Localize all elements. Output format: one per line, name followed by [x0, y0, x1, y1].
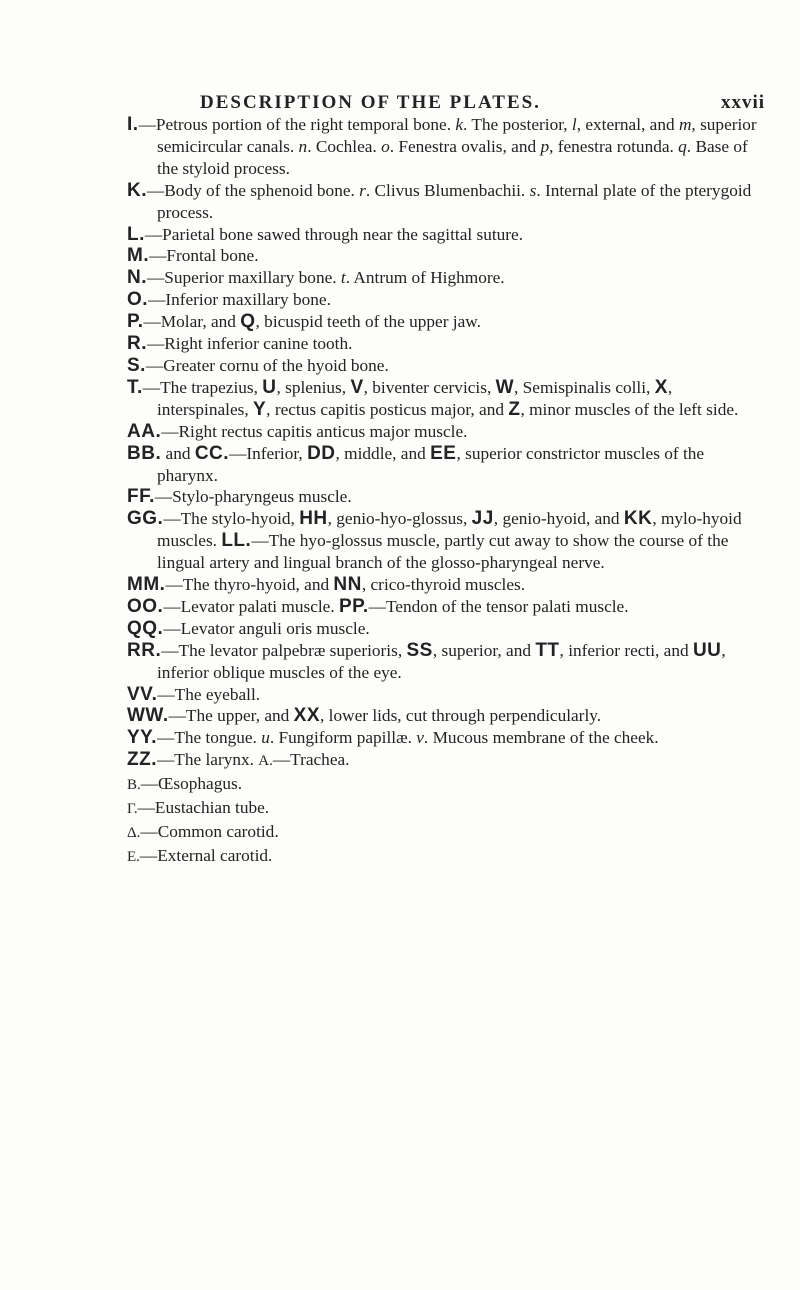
- entry-text: —Molar, and: [143, 312, 241, 332]
- entry-text: —The upper, and: [168, 706, 294, 726]
- plate-letter: NN: [333, 574, 362, 596]
- legend-entry: [127, 797, 767, 821]
- entry-text: —Trachea.: [272, 750, 350, 770]
- italic-letter: t: [340, 268, 346, 288]
- entry-text: —External carotid.: [139, 845, 273, 865]
- entry-text: , external, and: [576, 115, 679, 134]
- legend-entry: [127, 180, 767, 224]
- entry-text: , bicuspid teeth of the upper jaw.: [255, 312, 481, 332]
- entry-text: —Inferior,: [229, 443, 308, 463]
- entry-text: , superior semicircular canals.: [157, 115, 757, 156]
- plate-letter: Y: [252, 398, 267, 420]
- legend-entry: [127, 289, 767, 311]
- plate-letter: TT: [535, 639, 560, 661]
- plate-letter: I.: [127, 114, 139, 135]
- entry-text: , genio-hyo-glossus,: [327, 509, 472, 529]
- italic-letter: n: [298, 136, 308, 156]
- plate-letter: P.: [127, 311, 144, 333]
- plate-letter: O.: [127, 289, 149, 311]
- plate-letter: GG.: [127, 508, 164, 530]
- plate-letter: V: [350, 376, 364, 398]
- plate-letter: VV.: [127, 683, 158, 705]
- entry-text: , minor muscles of the left side.: [520, 399, 739, 419]
- plate-letter: AA.: [127, 420, 162, 442]
- plate-letter: UU: [692, 639, 722, 661]
- legend-entry: [127, 618, 767, 640]
- entry-text: —Common carotid.: [140, 822, 279, 841]
- plate-letter: BB.: [127, 442, 162, 464]
- italic-letter: l: [571, 115, 577, 134]
- italic-letter: r: [359, 180, 366, 200]
- plate-letter: YY.: [127, 727, 158, 749]
- plate-letter: SS: [406, 639, 433, 661]
- plate-letter: WW.: [127, 705, 169, 727]
- legend-entry: [127, 333, 767, 355]
- entry-text: , interspinales,: [157, 377, 673, 419]
- entry-text: —Stylo-pharyngeus muscle.: [154, 487, 352, 507]
- plate-letter: QQ.: [127, 617, 164, 639]
- italic-letter: p: [540, 136, 550, 156]
- entry-text: —Superior maxillary bone.: [147, 268, 341, 288]
- legend-entry: [127, 311, 767, 333]
- entry-text: —Tendon of the tensor palati muscle.: [368, 596, 629, 616]
- entry-text: , fenestra rotunda.: [549, 136, 679, 156]
- legend-entry: [127, 727, 767, 749]
- entry-text: —The eyeball.: [157, 684, 261, 704]
- plate-legend: [127, 114, 767, 869]
- entry-text: —Parietal bone sawed through near the sagittal suture.: [144, 224, 524, 244]
- entry-text: , middle, and: [335, 443, 431, 463]
- entry-text: , superior, and: [432, 640, 536, 660]
- entry-text: —Frontal bone.: [149, 246, 259, 266]
- legend-entry: [127, 443, 767, 487]
- entry-text: —Levator palati muscle.: [163, 596, 339, 616]
- plate-letter: X: [654, 376, 668, 398]
- greek-letter: E.: [127, 848, 140, 865]
- legend-entry: [127, 245, 767, 267]
- legend-entry: [127, 114, 767, 180]
- legend-entry: [127, 773, 767, 797]
- legend-entry: [127, 421, 767, 443]
- entry-text: and: [161, 443, 195, 463]
- running-title: DESCRIPTION OF THE PLATES.: [200, 92, 541, 113]
- entry-text: , rectus capitis posticus major, and: [266, 399, 509, 419]
- plate-letter: CC.: [194, 442, 230, 464]
- plate-letter: MM.: [127, 574, 166, 596]
- plate-letter: S.: [127, 354, 146, 376]
- entry-text: , inferior recti, and: [559, 640, 693, 660]
- legend-entry: [127, 845, 767, 869]
- entry-text: . Mucous membrane of the cheek.: [423, 728, 659, 748]
- entry-text: . Cochlea.: [307, 136, 382, 156]
- plate-letter: W: [495, 376, 515, 398]
- legend-entry: [127, 377, 767, 421]
- entry-text: —Eustachian tube.: [137, 798, 270, 818]
- plate-letter: PP.: [338, 595, 369, 617]
- entry-text: —Levator anguli oris muscle.: [163, 618, 370, 638]
- entry-text: . Internal plate of the pterygoid process.: [157, 180, 752, 222]
- plate-letter: R.: [127, 333, 147, 355]
- legend-entry: [127, 486, 767, 508]
- plate-letter: XX: [293, 705, 321, 727]
- legend-entry: [127, 705, 767, 727]
- legend-entry: [127, 574, 767, 596]
- entry-text: , mylo-hyoid muscles.: [157, 509, 742, 551]
- entry-text: , biventer cervicis,: [363, 377, 496, 397]
- plate-letter: K.: [127, 179, 147, 201]
- entry-text: —The stylo-hyoid,: [163, 509, 300, 529]
- plate-letter: JJ: [471, 508, 494, 530]
- plate-letter: FF.: [127, 486, 155, 508]
- plate-letter: RR.: [127, 639, 162, 661]
- legend-entry: [127, 355, 767, 377]
- plate-letter: LL.: [221, 530, 252, 552]
- greek-letter: Γ.: [127, 801, 138, 818]
- entry-text: . Clivus Blumenbachii.: [365, 180, 530, 200]
- plate-letter: Q: [240, 311, 256, 333]
- entry-text: . Fenestra ovalis, and: [389, 136, 541, 156]
- page-number: xxvii: [720, 92, 765, 113]
- legend-entry: [127, 508, 767, 574]
- greek-letter: A.: [258, 753, 273, 770]
- plate-letter: N.: [127, 267, 147, 289]
- entry-text: . Fungiform papillæ.: [269, 728, 417, 748]
- greek-letter: B.: [127, 777, 141, 794]
- plate-letter: ZZ.: [127, 749, 157, 771]
- plate-letter: HH: [299, 508, 328, 530]
- italic-letter: m: [678, 115, 692, 134]
- italic-letter: o: [381, 136, 390, 156]
- entry-text: , superior constrictor muscles of the pharynx.: [157, 443, 705, 485]
- entry-text: —The trapezius,: [142, 377, 263, 397]
- plate-letter: Z: [508, 398, 521, 420]
- italic-letter: k: [455, 115, 464, 134]
- entry-text: , crico-thyroid muscles.: [361, 575, 526, 595]
- entry-text: . Antrum of Highmore.: [345, 268, 505, 288]
- entry-text: , splenius,: [276, 377, 351, 397]
- legend-entry: [127, 596, 767, 618]
- plate-letter: T.: [127, 376, 143, 398]
- entry-text: , Semispinalis colli,: [514, 377, 655, 397]
- entry-text: , genio-hyoid, and: [493, 509, 624, 529]
- plate-letter: U: [262, 376, 277, 398]
- entry-text: —Greater cornu of the hyoid bone.: [145, 355, 389, 375]
- legend-entry: [127, 267, 767, 289]
- entry-text: —The thyro-hyoid, and: [165, 575, 334, 595]
- entry-text: —Inferior maxillary bone.: [148, 290, 331, 310]
- italic-letter: q: [678, 136, 687, 156]
- plate-letter: KK: [623, 508, 653, 530]
- plate-letter: EE: [430, 442, 457, 464]
- entry-text: —Right rectus capitis anticus major muscle.: [161, 421, 468, 441]
- entry-text: , lower lids, cut through perpendicularly.: [320, 706, 602, 726]
- entry-text: —Petrous portion of the right temporal bone.: [138, 115, 456, 134]
- entry-text: —Body of the sphenoid bone.: [147, 180, 360, 200]
- entry-text: —The larynx.: [157, 750, 259, 770]
- plate-letter: DD: [307, 442, 336, 464]
- greek-letter: Δ.: [127, 825, 141, 841]
- legend-entry: [127, 224, 767, 246]
- legend-entry: [127, 640, 767, 684]
- legend-entry: [127, 821, 767, 845]
- italic-letter: s: [529, 180, 537, 200]
- plate-letter: M.: [127, 245, 150, 267]
- legend-entry: [127, 684, 767, 706]
- entry-text: . The posterior,: [463, 115, 572, 134]
- entry-text: . Base of the styloid process.: [157, 136, 748, 178]
- entry-text: , inferior oblique muscles of the eye.: [157, 640, 726, 682]
- italic-letter: u: [261, 728, 270, 748]
- entry-text: —Right inferior canine tooth.: [147, 334, 353, 354]
- italic-letter: v: [416, 728, 424, 748]
- entry-text: —Œsophagus.: [140, 774, 243, 794]
- legend-entry: [127, 749, 767, 773]
- plate-letter: L.: [127, 223, 145, 245]
- entry-text: —The hyo-glossus muscle, partly cut away to show the course of the lingual artery and lingual branch of the glosso-pharyngeal nerve.: [157, 531, 729, 573]
- entry-text: —The tongue.: [157, 728, 262, 748]
- entry-text: —The levator palpebræ superioris,: [161, 640, 407, 660]
- plate-letter: OO.: [127, 595, 164, 617]
